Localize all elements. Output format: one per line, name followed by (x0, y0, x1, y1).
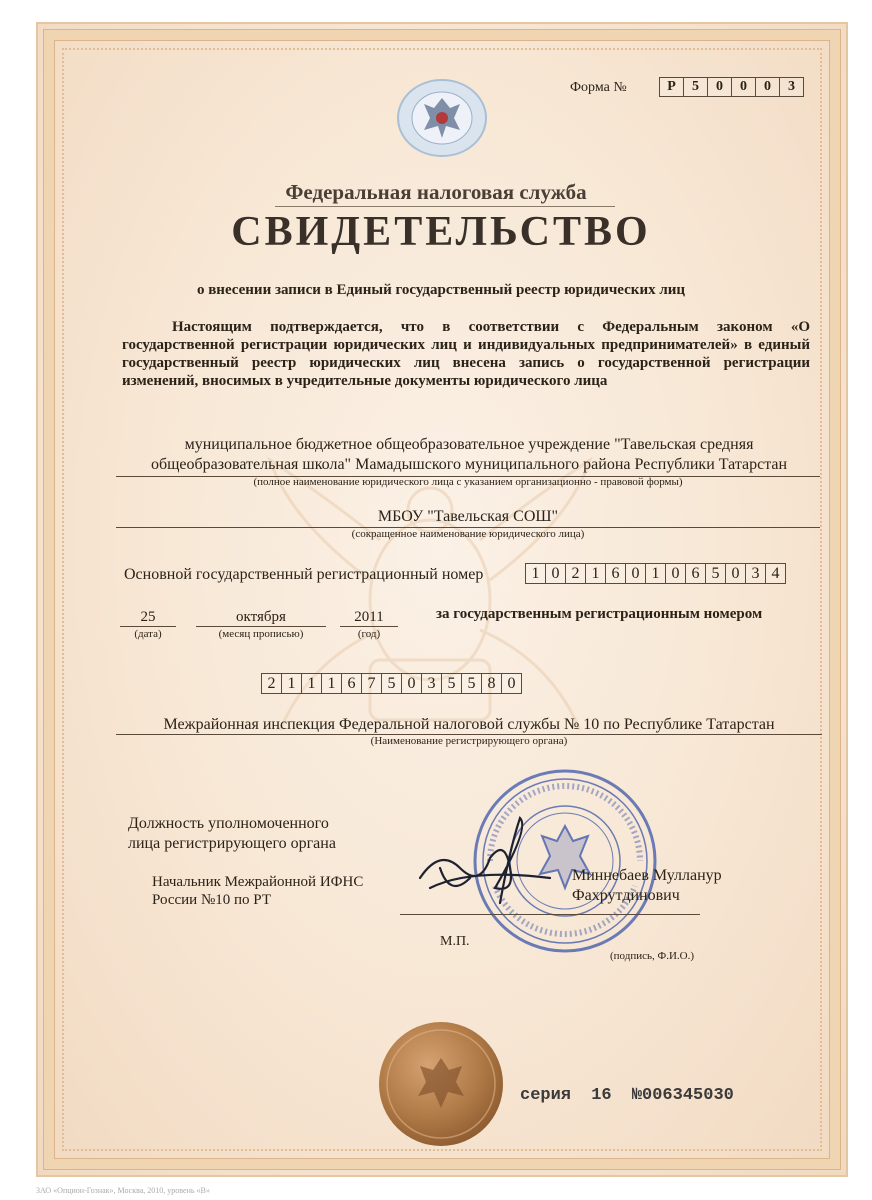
form-number-boxes (660, 77, 804, 97)
hologram-seal (376, 1020, 506, 1148)
form-number-cell: 5 (683, 77, 708, 97)
certificate-subtitle: о внесении записи в Единый государственный реестр юридических лиц (196, 282, 686, 298)
form-number-cell: 0 (755, 77, 780, 97)
authority-caption: (Наименование регистрирующего органа) (370, 735, 568, 747)
agency-title: Федеральная налоговая служба (285, 180, 587, 204)
ogrn-digit: 0 (545, 563, 566, 584)
grn-digit: 7 (361, 673, 382, 694)
short-name-caption: (сокращенное наименование юридического лица) (351, 528, 585, 540)
form-label: Форма № (570, 80, 627, 95)
ogrn-digit: 5 (705, 563, 726, 584)
position-value (152, 873, 363, 909)
entity-full-name: муниципальное бюджетное общеобразовательное учреждение "Тавельская средняя общеобразовательная школа" Мамадышского муниципального района Республики Татарстан (150, 436, 788, 473)
position-label-line: лица регистрирующего органа (128, 835, 336, 852)
grn-label: за государственным регистрационным номером (436, 606, 763, 622)
date-year: 2011 (354, 609, 384, 625)
series-value: 16 (591, 1086, 612, 1105)
signatory-name-line: Миннебаев Мулланур (572, 867, 722, 884)
signatory-name-line: Фахрутдинович (572, 887, 680, 904)
series-label: серия (520, 1086, 572, 1105)
position-label (128, 814, 336, 854)
grn-digit: 0 (501, 673, 522, 694)
grn-digit: 3 (421, 673, 442, 694)
date-day: 25 (140, 609, 156, 625)
grn-digit: 1 (321, 673, 342, 694)
ogrn-digit: 1 (525, 563, 546, 584)
ogrn-digit: 3 (745, 563, 766, 584)
date-year-underline (340, 626, 398, 627)
certificate-body: Настоящим подтверждается, что в соответствии с Федеральным законом «О государственной регистрации юридических лиц и индивидуальных предпринимателей» в единый государственный реестр юридических лиц внесена запись о государственной регистрации изменений, вносимых в учредительные документы юридического лица (122, 319, 810, 389)
position-label-line: Должность уполномоченного (128, 815, 329, 832)
handwritten-signature (410, 808, 560, 918)
grn-digit: 1 (281, 673, 302, 694)
seal-place-label: М.П. (440, 934, 470, 949)
entity-short-name: МБОУ "Тавельская СОШ" (377, 508, 559, 525)
form-number-cell: 3 (779, 77, 804, 97)
fns-emblem (396, 78, 488, 158)
series-number (520, 1086, 744, 1105)
date-year-caption: (год) (357, 628, 381, 640)
ogrn-label: Основной государственный регистрационный номер (124, 566, 484, 583)
ogrn-digit: 1 (585, 563, 606, 584)
blank-number: №006345030 (631, 1086, 734, 1105)
ogrn-digit: 0 (725, 563, 746, 584)
date-month-caption: (месяц прописью) (218, 628, 304, 640)
ogrn-digit: 4 (765, 563, 786, 584)
grn-digit: 5 (381, 673, 402, 694)
signatory-name (572, 866, 722, 906)
date-day-caption: (дата) (134, 628, 162, 640)
position-value-line: России №10 по РТ (152, 892, 271, 908)
form-number-cell: Р (659, 77, 684, 97)
grn-digit: 8 (481, 673, 502, 694)
date-month: октября (236, 609, 286, 625)
grn-boxes (262, 673, 522, 694)
full-name-caption: (полное наименование юридического лица с указанием организационно - правовой формы) (253, 476, 683, 488)
certificate-title: СВИДЕТЕЛЬСТВО (231, 209, 651, 255)
ogrn-digit: 6 (685, 563, 706, 584)
grn-digit: 2 (261, 673, 282, 694)
authority-name: Межрайонная инспекция Федеральной налоговой службы № 10 по Республике Татарстан (163, 716, 775, 733)
signature-caption: (подпись, Ф.И.О.) (610, 950, 694, 962)
grn-digit: 0 (401, 673, 422, 694)
grn-digit: 1 (301, 673, 322, 694)
ogrn-digit: 2 (565, 563, 586, 584)
ogrn-digit: 0 (665, 563, 686, 584)
ogrn-digit: 1 (645, 563, 666, 584)
grn-digit: 5 (441, 673, 462, 694)
grn-digit: 6 (341, 673, 362, 694)
position-value-line: Начальник Межрайонной ИФНС (152, 874, 364, 890)
printer-imprint: ЗАО «Опцион-Гознак», Москва, 2010, уровень «В» (36, 1186, 210, 1195)
form-number-cell: 0 (707, 77, 732, 97)
ogrn-boxes (526, 563, 786, 584)
date-day-underline (120, 626, 176, 627)
grn-digit: 5 (461, 673, 482, 694)
agency-divider (275, 206, 615, 207)
date-month-underline (196, 626, 326, 627)
form-number-cell: 0 (731, 77, 756, 97)
ogrn-digit: 0 (625, 563, 646, 584)
signature-line (400, 914, 700, 915)
ogrn-digit: 6 (605, 563, 626, 584)
